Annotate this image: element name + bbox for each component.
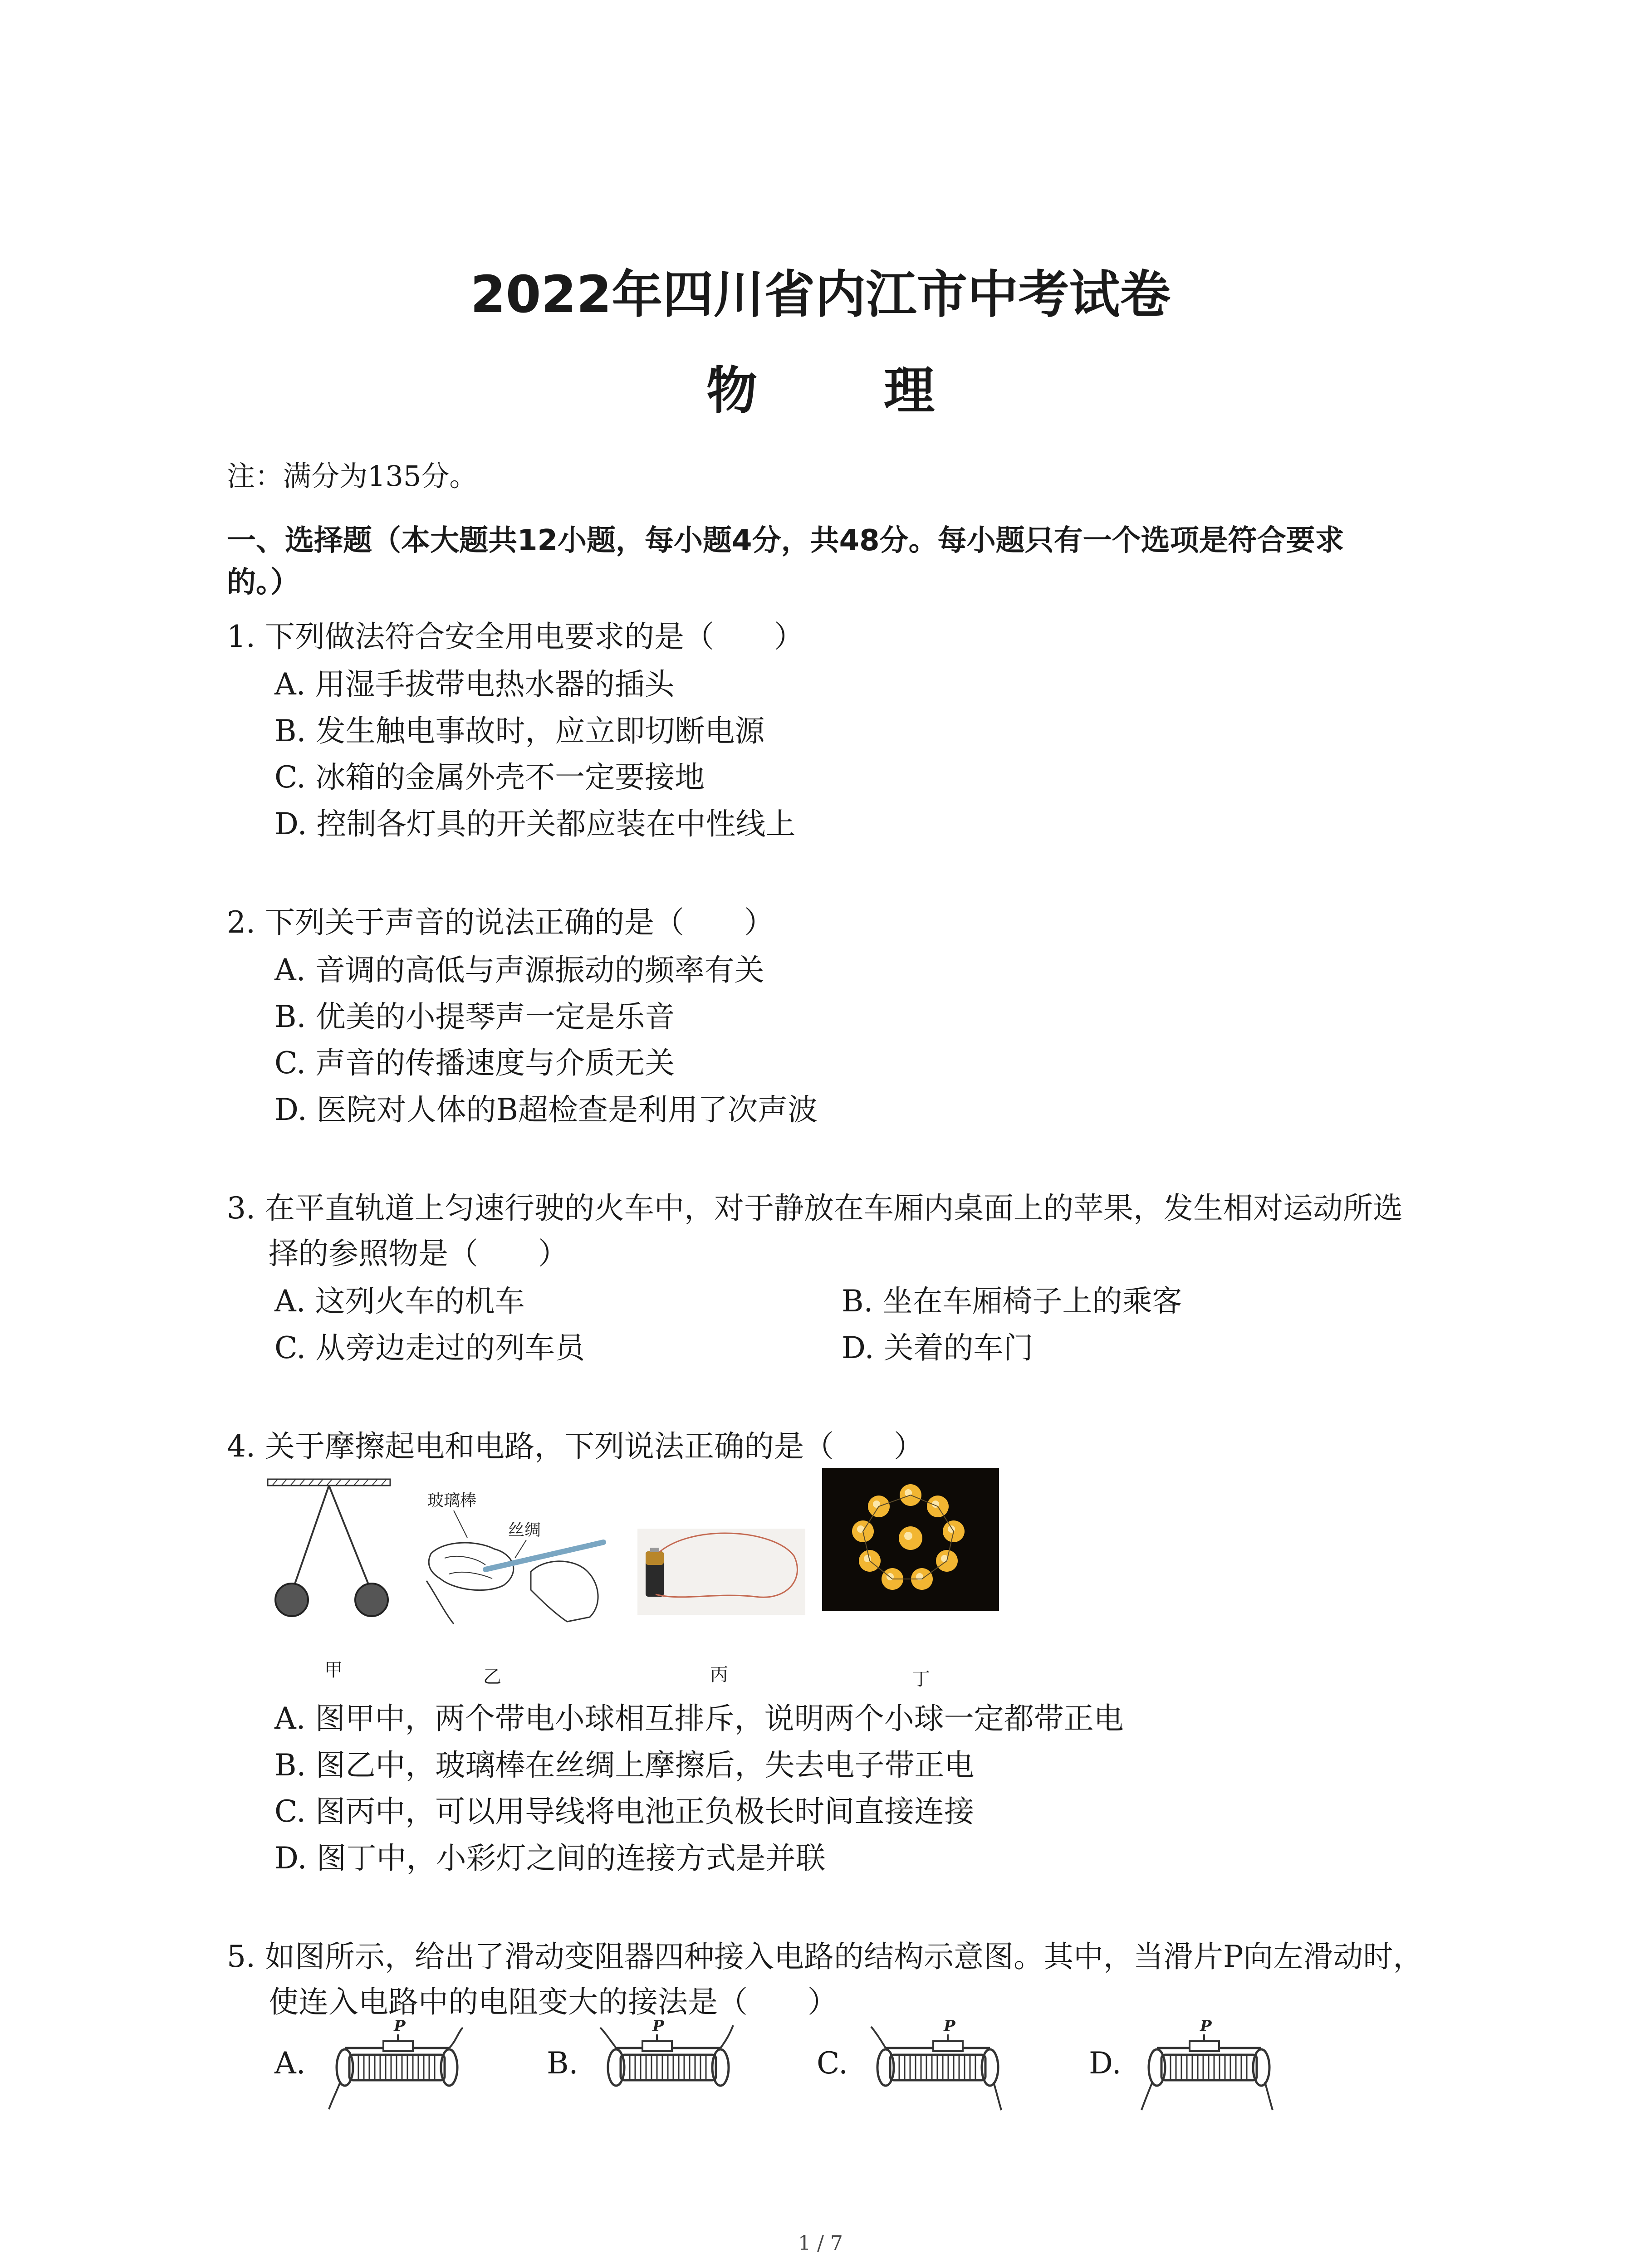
question-4-option-d: D. 图丁中，小彩灯之间的连接方式是并联	[274, 1841, 826, 1876]
exam-subject: 物 理	[706, 362, 989, 420]
question-2-option-c: C. 声音的传播速度与介质无关	[274, 1046, 675, 1080]
slider-label-d: P	[1200, 2017, 1212, 2035]
question-1-option-a: A. 用湿手拔带电热水器的插头	[274, 667, 675, 702]
question-5-stem-line2: 使连入电路中的电阻变大的接法是（ ）	[269, 1984, 838, 2019]
figure-rheostat-b	[598, 2014, 734, 2114]
question-3-option-a: A. 这列火车的机车	[274, 1284, 525, 1319]
question-5-option-a-letter: A.	[274, 2046, 306, 2081]
exam-title: 2022年四川省内江市中考试卷	[470, 265, 1171, 324]
figure-caption-bing: 丙	[710, 1664, 728, 1685]
question-3-option-c: C. 从旁边走过的列车员	[274, 1330, 585, 1365]
question-2-option-a: A. 音调的高低与声源振动的频率有关	[274, 953, 764, 987]
section-heading-line2: 的。）	[227, 566, 299, 599]
figure-caption-ding: 丁	[912, 1669, 930, 1690]
score-note: 注：满分为135分。	[227, 459, 478, 493]
question-2-stem: 2. 下列关于声音的说法正确的是（ ）	[227, 905, 774, 940]
question-5-option-b-letter: B.	[547, 2046, 578, 2081]
slider-label-a: P	[394, 2017, 406, 2035]
figure-yi-glass-rod	[417, 1486, 612, 1626]
figure-rheostat-a	[327, 2014, 463, 2114]
figure-ding-string-lights	[822, 1468, 999, 1611]
slider-label-b: P	[652, 2017, 664, 2035]
section-heading-line1: 一、选择题（本大题共12小题，每小题4分，共48分。每小题只有一个选项是符合要求	[227, 524, 1344, 557]
question-1-option-b: B. 发生触电事故时，应立即切断电源	[274, 714, 765, 748]
figure-caption-jia: 甲	[324, 1660, 343, 1681]
question-4-option-c: C. 图丙中，可以用导线将电池正负极长时间直接连接	[274, 1794, 975, 1829]
page-number: 1 / 7	[798, 2232, 843, 2255]
question-4-option-b: B. 图乙中，玻璃棒在丝绸上摩擦后，失去电子带正电	[274, 1748, 975, 1783]
question-5-option-c-letter: C.	[817, 2046, 848, 2081]
figure-jia-pendulum	[265, 1476, 397, 1622]
figure-caption-yi: 乙	[483, 1667, 501, 1687]
question-3-stem-line1: 3. 在平直轨道上匀速行驶的火车中，对于静放在车厢内桌面上的苹果，发生相对运动所选	[227, 1191, 1403, 1226]
figure-rheostat-d	[1139, 2014, 1275, 2114]
figure-label-glass-rod: 玻璃棒	[427, 1491, 477, 1510]
question-2-option-d: D. 医院对人体的B超检查是利用了次声波	[274, 1092, 818, 1127]
question-1-stem: 1. 下列做法符合安全用电要求的是（ ）	[227, 619, 804, 654]
question-3-option-d: D. 关着的车门	[842, 1330, 1034, 1365]
question-3-option-b: B. 坐在车厢椅子上的乘客	[842, 1284, 1182, 1319]
figure-rheostat-c	[867, 2014, 1004, 2114]
question-3-stem-line2: 择的参照物是（ ）	[269, 1236, 568, 1271]
question-1-option-d: D. 控制各灯具的开关都应装在中性线上	[274, 807, 796, 841]
question-4-option-a: A. 图甲中，两个带电小球相互排斥，说明两个小球一定都带正电	[274, 1701, 1124, 1736]
slider-label-c: P	[944, 2017, 955, 2035]
question-4-stem: 4. 关于摩擦起电和电路，下列说法正确的是（ ）	[227, 1429, 924, 1464]
figure-bing-battery	[637, 1529, 805, 1615]
question-5-stem-line1: 5. 如图所示，给出了滑动变阻器四种接入电路的结构示意图。其中，当滑片P向左滑动时，	[227, 1939, 1423, 1974]
question-2-option-b: B. 优美的小提琴声一定是乐音	[274, 999, 675, 1034]
question-1-option-c: C. 冰箱的金属外壳不一定要接地	[274, 760, 705, 795]
figure-label-silk: 丝绸	[508, 1521, 541, 1540]
question-5-option-d-letter: D.	[1089, 2046, 1122, 2081]
